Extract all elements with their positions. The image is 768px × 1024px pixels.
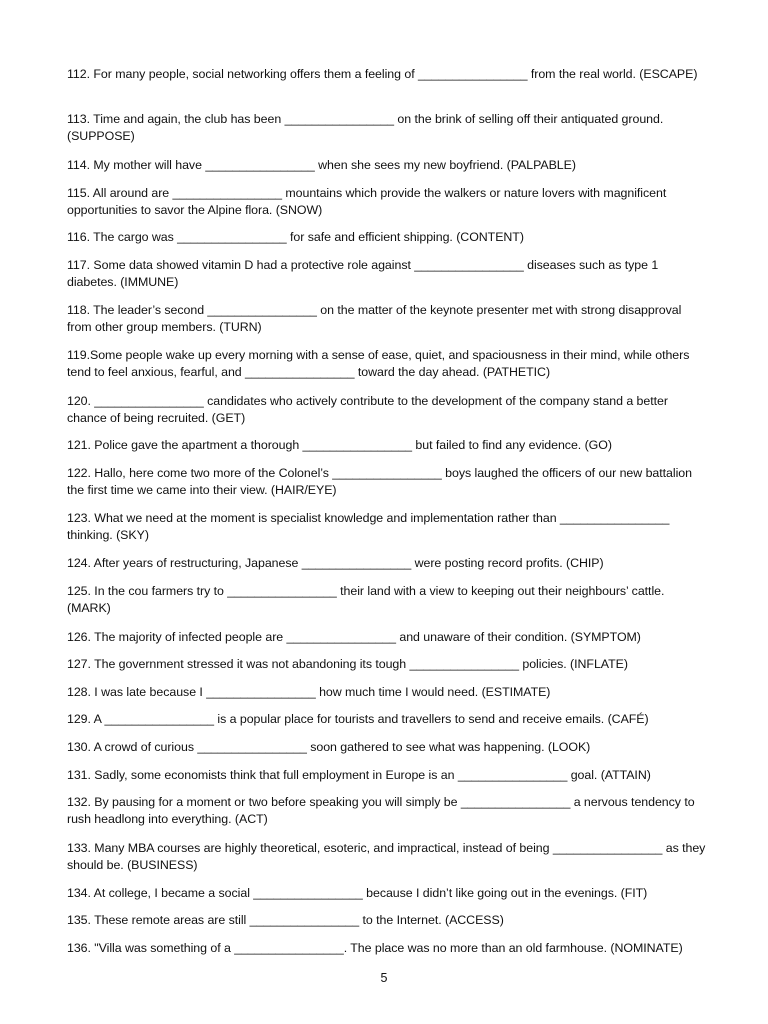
exercise-item-130: 130. A crowd of curious ________________ soon gathered to see what was happening. (LOOK) (67, 740, 591, 755)
exercise-item-118: 118. The leader’s second ________________ on the matter of the keynote presenter met with strong disapproval from other group members. (TURN) (67, 303, 682, 335)
exercise-item-121: 121. Police gave the apartment a thorough ________________ but failed to find any evidence. (GO) (67, 438, 612, 453)
exercise-item-132: 132. By pausing for a moment or two before speaking you will simply be ________________ a nervous tendency to rush headlong into everything. (ACT) (67, 795, 695, 827)
exercise-item-136: 136. "Villa was something of a ________________. The place was no more than an old farmhouse. (NOMINATE) (67, 941, 683, 956)
exercise-item-128: 128. I was late because I ________________ how much time I would need. (ESTIMATE) (67, 685, 551, 700)
exercise-item-117: 117. Some data showed vitamin D had a protective role against ________________ diseases such as type 1 diabetes. (IMMUNE) (67, 258, 659, 290)
exercise-item-126: 126. The majority of infected people are ________________ and unaware of their condition. (SYMPTOM) (67, 630, 641, 645)
exercise-item-125: 125. In the cou farmers try to ________________ their land with a view to keeping out their neighbours’ cattle. (MARK) (67, 584, 665, 616)
exercise-item-131: 131. Sadly, some economists think that full employment in Europe is an ________________ goal. (ATTAIN) (67, 768, 651, 783)
exercise-item-133: 133. Many MBA courses are highly theoretical, esoteric, and impractical, instead of being ________________ as they should be. (BUSINESS) (67, 841, 706, 873)
exercise-item-119: 119.Some people wake up every morning with a sense of ease, quiet, and spaciousness in their mind, while others tend to feel anxious, fearful, and ________________ toward the day ahead. (PATHETIC) (67, 348, 690, 380)
exercise-item-115: 115. All around are ________________ mountains which provide the walkers or nature lovers with magnificent opportunities to savor the Alpine flora. (SNOW) (67, 186, 667, 218)
exercise-item-112: 112. For many people, social networking offers them a feeling of ________________ from the real world. (ESCAPE) (67, 67, 698, 82)
exercise-item-122: 122. Hallo, here come two more of the Colonel’s ________________ boys laughed the officers of our new battalion the first time we came into their view. (HAIR/EYE) (67, 466, 692, 498)
exercise-item-127: 127. The government stressed it was not abandoning its tough ________________ policies. (INFLATE) (67, 657, 628, 672)
exercise-item-124: 124. After years of restructuring, Japanese ________________ were posting record profits. (CHIP) (67, 556, 604, 571)
exercise-item-135: 135. These remote areas are still ________________ to the Internet. (ACCESS) (67, 913, 504, 928)
exercise-item-116: 116. The cargo was ________________ for safe and efficient shipping. (CONTENT) (67, 230, 524, 245)
exercise-item-134: 134. At college, I became a social ________________ because I didn’t like going out in the evenings. (FIT) (67, 886, 648, 901)
exercise-item-123: 123. What we need at the moment is specialist knowledge and implementation rather than ________________ thinking. (SKY) (67, 511, 670, 543)
exercise-item-113: 113. Time and again, the club has been ________________ on the brink of selling off their antiquated ground. (SUPPOSE) (67, 112, 664, 144)
exercise-item-114: 114. My mother will have ________________ when she sees my new boyfriend. (PALPABLE) (67, 158, 576, 173)
exercise-item-120: 120. ________________ candidates who actively contribute to the development of the company stand a better chance of being recruited. (GET) (67, 394, 668, 426)
page-number: 5 (380, 971, 388, 985)
exercise-item-129: 129. A ________________ is a popular place for tourists and travellers to send and receive emails. (CAFÉ) (67, 712, 649, 727)
